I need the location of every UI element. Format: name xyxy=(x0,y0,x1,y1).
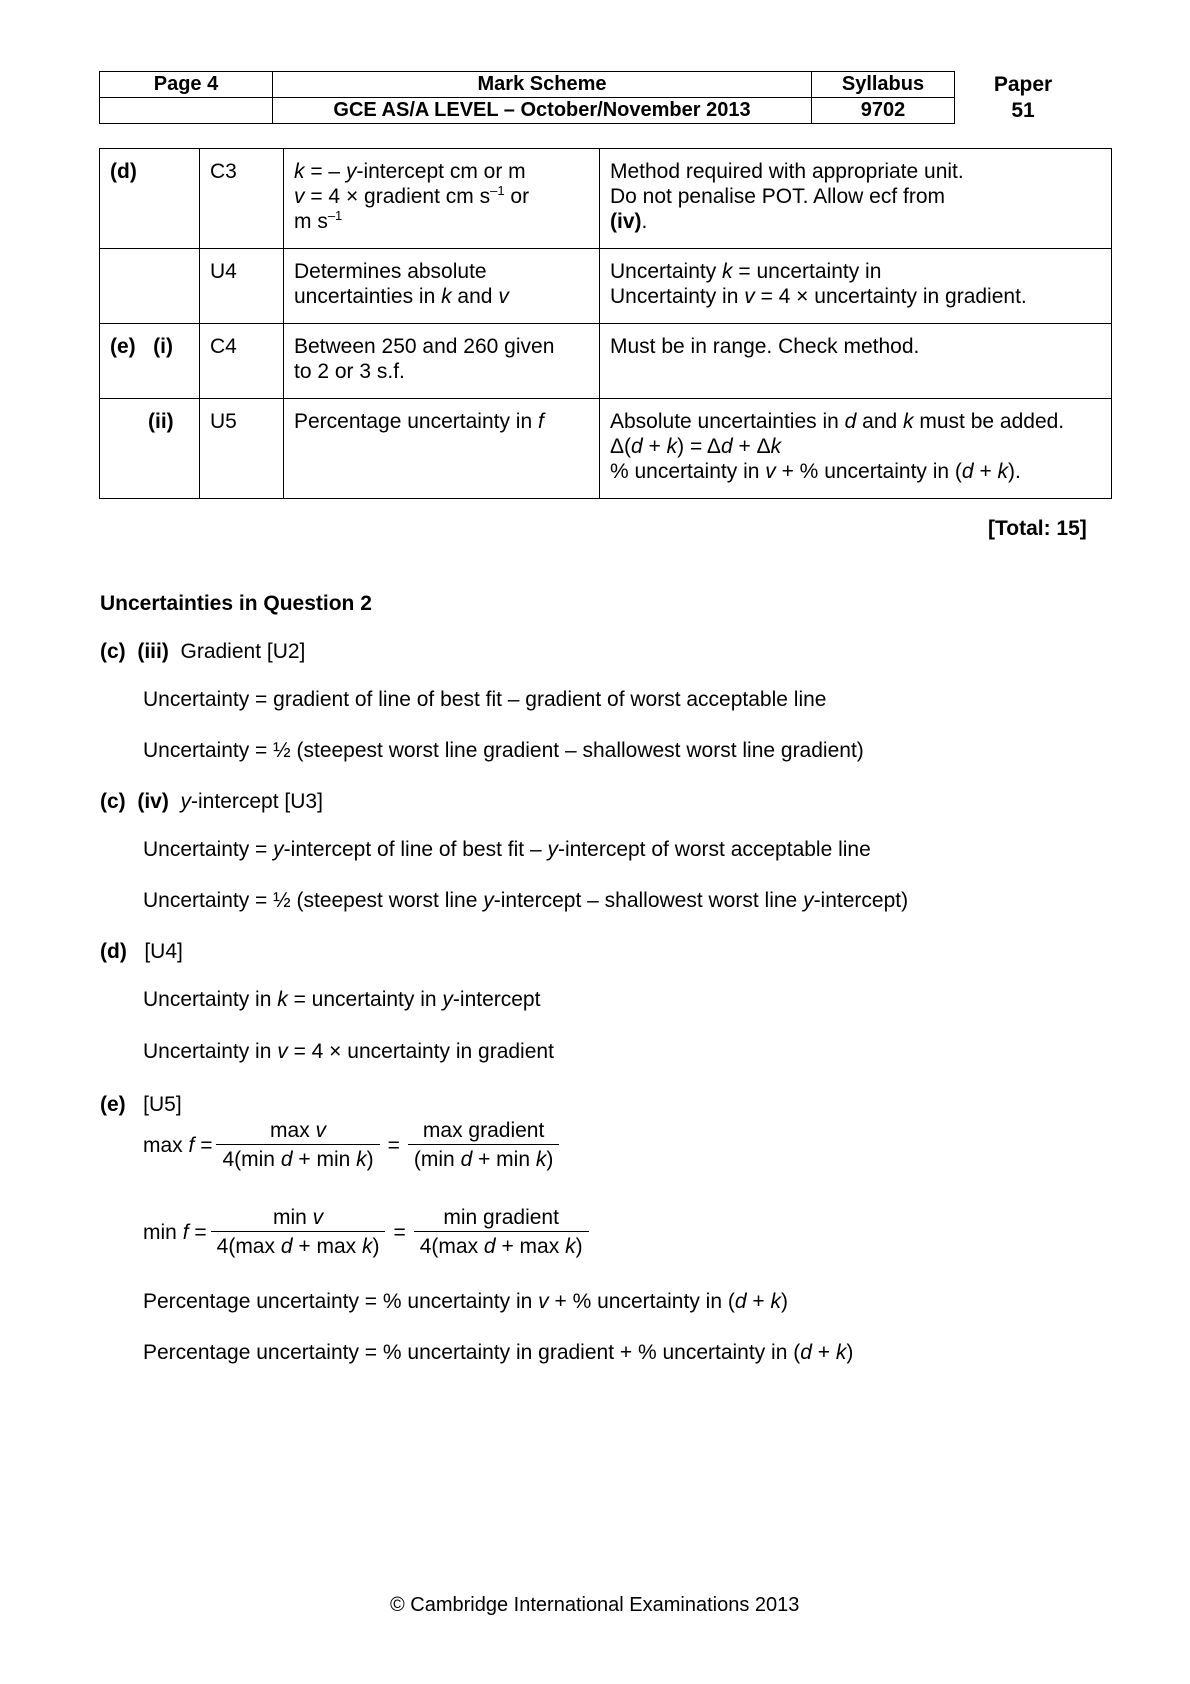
code-cell: C3 xyxy=(200,149,284,249)
text-line: Percentage uncertainty = % uncertainty in v + % uncertainty in (d + k) xyxy=(143,1290,788,1313)
text-line: Uncertainty = gradient of line of best fit – gradient of worst acceptable line xyxy=(143,688,827,711)
part-cell: (d) xyxy=(100,149,200,249)
exam-title: GCE AS/A LEVEL – October/November 2013 xyxy=(273,98,812,124)
table-row xyxy=(100,249,1112,324)
header-table xyxy=(99,71,955,124)
page-number: Page 4 xyxy=(100,72,273,98)
notes-cell: Method required with appropriate unit. Do not penalise POT. Allow ecf from (iv). xyxy=(600,149,1112,249)
heading-c-iv: (c) (iv) y-intercept [U3] xyxy=(100,790,323,813)
text-line: Uncertainty in k = uncertainty in y-intercept xyxy=(143,988,541,1011)
heading-d: (d) [U4] xyxy=(100,940,183,963)
section-title: Uncertainties in Question 2 xyxy=(100,592,372,615)
footer-copyright: © Cambridge International Examinations 2013 xyxy=(390,1594,800,1616)
syllabus-label: Syllabus xyxy=(812,72,955,98)
notes-cell: Must be in range. Check method. xyxy=(600,324,1112,399)
mark-scheme-table xyxy=(99,148,1112,499)
code-cell: U5 xyxy=(200,399,284,499)
text-line: Percentage uncertainty = % uncertainty in gradient + % uncertainty in (d + k) xyxy=(143,1341,854,1364)
max-f-formula: max f = $\frac{\text{max v}}{\text{4(min d + min k)}}$ = $\frac{\text{max gradient}}{\text{(min d + min k)}}$ xyxy=(143,1118,563,1173)
paper-block xyxy=(968,72,1078,124)
text-line: Uncertainty = ½ (steepest worst line y-intercept – shallowest worst line y-intercept) xyxy=(143,889,909,912)
text-line: Uncertainty in v = 4 × uncertainty in gradient xyxy=(143,1040,554,1063)
heading-c-iii: (c) (iii) Gradient [U2] xyxy=(100,640,306,663)
text-line: Uncertainty = y-intercept of line of best fit – y-intercept of worst acceptable line xyxy=(143,838,871,861)
mark-scheme-title: Mark Scheme xyxy=(273,72,812,98)
answer-cell: Determines absolute uncertainties in k and v xyxy=(284,249,600,324)
part-cell xyxy=(100,249,200,324)
answer-cell: Between 250 and 260 given to 2 or 3 s.f. xyxy=(284,324,600,399)
min-f-formula: min f = $\frac{\text{min v}}{\text{4(max d + max k)}}$ = $\frac{\text{min gradient}}{\text{4(max d + max k)}}$ xyxy=(143,1205,593,1260)
table-row xyxy=(100,149,1112,249)
part-cell: (e) (i) xyxy=(100,324,200,399)
header-empty-cell xyxy=(100,98,273,124)
answer-cell: Percentage uncertainty in f xyxy=(284,399,600,499)
notes-cell: Absolute uncertainties in d and k must be added. Δ(d + k) = Δd + Δk % uncertainty in v + % uncertainty in (d + k). xyxy=(600,399,1112,499)
notes-cell: Uncertainty k = uncertainty in Uncertainty in v = 4 × uncertainty in gradient. xyxy=(600,249,1112,324)
paper-code: 51 xyxy=(1011,99,1035,122)
answer-cell: k = – y-intercept cm or m v = 4 × gradient cm $s^{-1}$ or m $s^{-1}$ xyxy=(284,149,600,249)
syllabus-code: 9702 xyxy=(812,98,955,124)
code-cell: C4 xyxy=(200,324,284,399)
heading-e: (e) [U5] xyxy=(100,1093,182,1116)
text-line: Uncertainty = ½ (steepest worst line gradient – shallowest worst line gradient) xyxy=(143,739,864,762)
code-cell: U4 xyxy=(200,249,284,324)
table-row xyxy=(100,399,1112,499)
total-marks: [Total: 15] xyxy=(988,517,1087,540)
table-row xyxy=(100,324,1112,399)
paper-label: Paper xyxy=(993,73,1053,96)
part-cell: (ii) xyxy=(100,399,200,499)
